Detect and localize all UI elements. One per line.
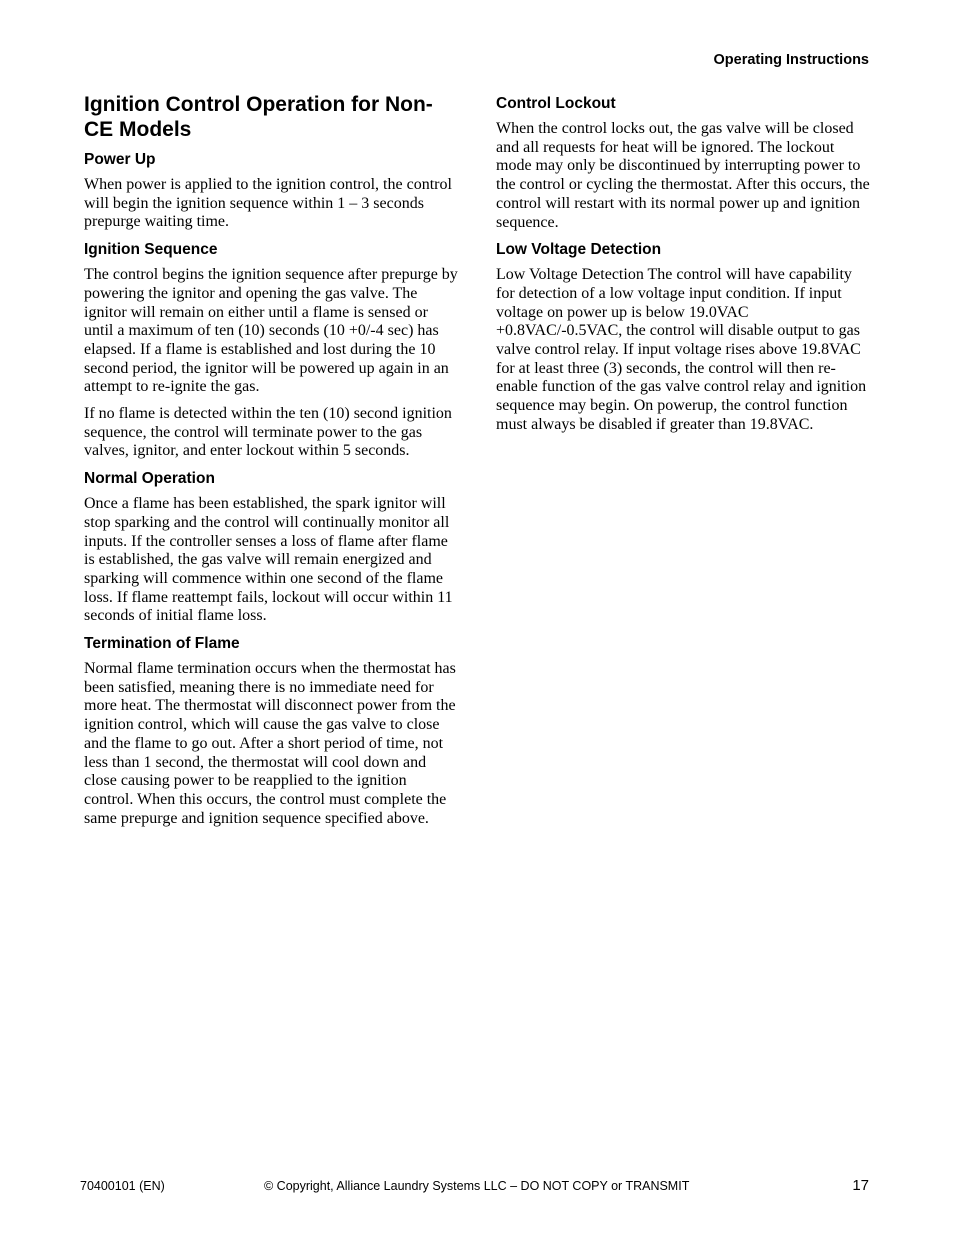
section-heading: Termination of Flame bbox=[84, 635, 240, 653]
section-heading: Control Lockout bbox=[496, 95, 616, 112]
section-ignition-sequence bbox=[84, 240, 459, 461]
copyright-notice: © Copyright, Alliance Laundry Systems LLC – DO NOT COPY or TRANSMIT bbox=[264, 1179, 690, 1193]
section-termination-of-flame bbox=[84, 634, 459, 828]
running-header: Operating Instructions bbox=[713, 52, 869, 68]
page-number: 17 bbox=[852, 1177, 869, 1194]
section-heading: Power Up bbox=[84, 151, 156, 168]
right-column bbox=[496, 94, 871, 443]
paragraph: The control begins the ignition sequence after prepurge by powering the ignitor and opening the gas valve. The ignitor will remain on either until a flame is sensed or until a maximum of ten (10) seconds (10 +0/-4 sec) has elapsed. If a flame is established and lost during the 10 second period, the ignitor will be powered up again in an attempt to re-ignite the gas. bbox=[84, 266, 458, 396]
paragraph: When the control locks out, the gas valve will be closed and all requests for heat will be ignored. The lockout mode may only be discontinued by interrupting power to the control or cycling the thermostat. After this occurs, the control will restart with its normal power up and ignition sequence. bbox=[496, 120, 870, 231]
page-title: Ignition Control Operation for Non-CE Models bbox=[84, 93, 433, 141]
paragraph: Low Voltage Detection The control will have capability for detection of a low voltage input condition. If input voltage on power up is below 19.0VAC +0.8VAC/-0.5VAC, the control will disable output to gas valve control relay. If input voltage rises above 19.8VAC for at least three (3) seconds, the control will then re-enable function of the gas valve control relay and ignition sequence may begin. On powerup, the control function must always be disabled if greater than 19.8VAC. bbox=[496, 266, 867, 433]
page-footer bbox=[0, 1177, 954, 1197]
section-heading: Normal Operation bbox=[84, 470, 215, 488]
paragraph: If no flame is detected within the ten (10) second ignition sequence, the control will terminate power to the gas valves, ignitor, and enter lockout within 5 seconds. bbox=[84, 405, 452, 460]
left-column bbox=[84, 90, 459, 836]
paragraph: Once a flame has been established, the spark ignitor will stop sparking and the control will continually monitor all inputs. If the controller senses a loss of flame after flame is established, the gas valve will remain energized and sparking will commence within one second of the flame loss. If flame reattempt fails, lockout will occur within 11 seconds of initial flame loss. bbox=[84, 495, 453, 625]
paragraph: When power is applied to the ignition control, the control will begin the ignition sequence within 1 – 3 seconds prepurge waiting time. bbox=[84, 176, 452, 231]
section-heading: Low Voltage Detection bbox=[496, 241, 662, 259]
document-number: 70400101 (EN) bbox=[80, 1179, 165, 1193]
paragraph: Normal flame termination occurs when the thermostat has been satisfied, meaning there is no immediate need for more heat. The thermostat will disconnect power from the ignition control, which will cause the gas valve to close and the flame to go out. After a short period of time, not less than 1 second, the thermostat will cool down and close causing power to be reapplied to the ignition control. When this occurs, the control must complete the same prepurge and ignition sequence specified above. bbox=[84, 660, 456, 827]
section-heading: Ignition Sequence bbox=[84, 241, 218, 259]
section-low-voltage-detection bbox=[496, 240, 871, 434]
section-control-lockout bbox=[496, 94, 871, 232]
section-normal-operation bbox=[84, 469, 459, 626]
section-power-up bbox=[84, 150, 459, 232]
